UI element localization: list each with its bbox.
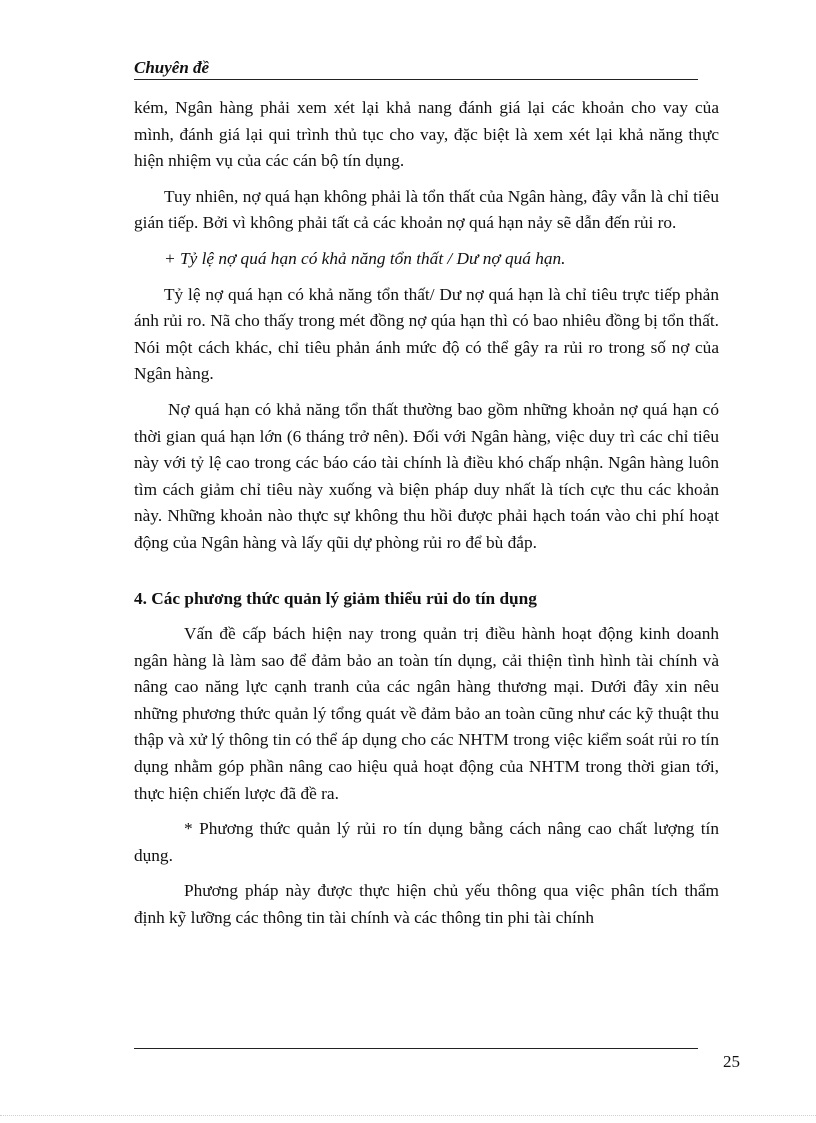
body-text xyxy=(134,95,719,932)
paragraph-ratio-definition: Tỷ lệ nợ quá hạn có khả năng tổn thất/ Dư nợ quá hạn là chỉ tiêu trực tiếp phản ánh rủi ro. Nã cho thấy trong mét đồng nợ qúa hạn thì có bao nhiêu đồng bị tổn thất. Nói một cách khác, chỉ tiêu phản ánh mức độ có thể gây ra rủi ro trong số nợ của Ngân hàng. xyxy=(134,284,719,384)
paragraph-management-methods: Vấn đề cấp bách hiện nay trong quản trị điều hành hoạt động kinh doanh ngân hàng là làm sao để đảm bảo an toàn tín dụng, cải thiện tình hình tài chính và nâng cao năng lực cạnh tranh của các ngân hàng thương mại. Dưới đây xin nêu những phương thức quản lý tổng quát về đảm bảo an toàn cũng như các kỹ thuật thu thập và xử lý thông tin có thể áp dụng cho các NHTM trong việc kiểm soát rủi ro tín dụng nhằm góp phần nâng cao hiệu quả hoạt động của NHTM trong thời gian tới, thực hiện chiến lược đã đề ra. xyxy=(134,624,719,803)
paragraph-method-quality: * Phương thức quản lý rủi ro tín dụng bằng cách nâng cao chất lượng tín dụng. xyxy=(134,819,719,865)
footer-rule xyxy=(134,1048,698,1049)
paragraph-continuation: kém, Ngân hàng phải xem xét lại khả nang đánh giá lại các khoản cho vay của mình, đánh giá lại qui trình thủ tục cho vay, đặc biệt là xem xét lại khả năng thực hiện nhiệm vụ của các cán bộ tín dụng. xyxy=(134,98,719,171)
paragraph-loss-debt: Nợ quá hạn có khả năng tổn thất thường bao gồm những khoản nợ quá hạn có thời gian quá hạn lớn (6 tháng trở nên). Đối với Ngân hàng, việc duy trì các chỉ tiêu này với tỷ lệ cao trong các báo cáo tài chính là điều khó chấp nhận. Ngân hàng luôn tìm cách giảm chỉ tiêu này xuống và biện pháp duy nhất là tích cực thu các khoản này. Những khoản nào thực sự không thu hồi được phải hạch toán vào chi phí hoạt động của Ngân hàng và lấy qũi dự phòng rủi ro để bù đắp. xyxy=(134,399,719,552)
header-rule xyxy=(134,79,698,80)
paragraph-method-analysis: Phương pháp này được thực hiện chủ yếu thông qua việc phân tích thẩm định kỹ lưỡng các thông tin tài chính và các thông tin phi tài chính xyxy=(134,881,719,928)
formula-line: + Tỷ lệ nợ quá hạn có khả năng tổn thất / Dư nợ quá hạn. xyxy=(164,248,566,268)
page-number: 25 xyxy=(723,1052,740,1071)
header-title: Chuyên đề xyxy=(134,58,210,77)
paragraph-overdue-debt: Tuy nhiên, nợ quá hạn không phải là tổn thất của Ngân hàng, đây vẫn là chỉ tiêu gián tiếp. Bởi vì không phải tất cả các khoản nợ quá hạn nảy sẽ dẫn đến rủi ro. xyxy=(134,186,719,233)
section-heading: 4. Các phương thức quản lý giảm thiểu rủi do tín dụng xyxy=(134,588,537,608)
page-bottom-divider xyxy=(0,1115,816,1116)
